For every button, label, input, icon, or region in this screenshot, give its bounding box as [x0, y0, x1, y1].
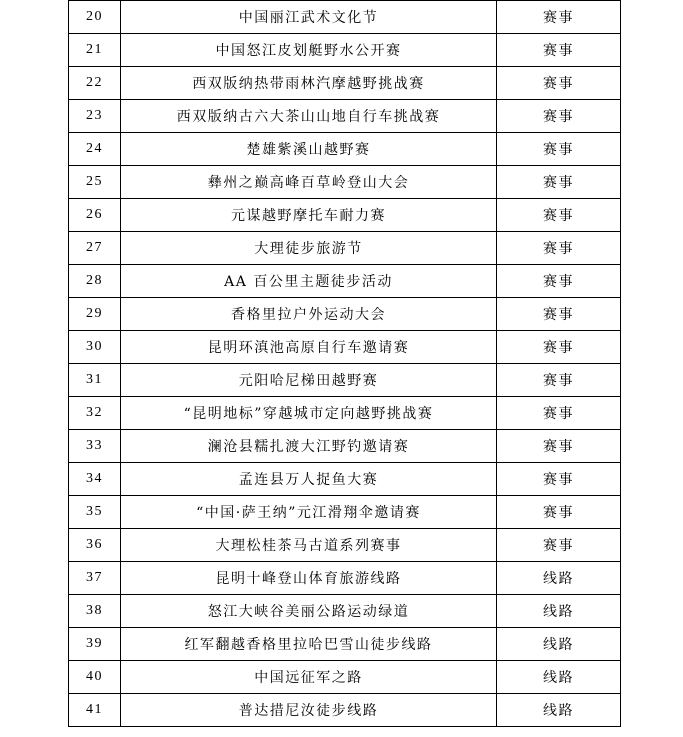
table-row [69, 100, 621, 133]
table-row [69, 694, 621, 727]
row-category: 赛事 [497, 67, 621, 100]
table-row [69, 397, 621, 430]
row-number: 24 [69, 133, 121, 166]
row-category: 赛事 [497, 331, 621, 364]
row-number: 31 [69, 364, 121, 397]
row-name: 大理徒步旅游节 [121, 232, 497, 265]
row-category: 赛事 [497, 496, 621, 529]
table-row [69, 133, 621, 166]
events-routes-table [68, 0, 621, 727]
row-name: 中国远征军之路 [121, 661, 497, 694]
row-category: 赛事 [497, 430, 621, 463]
row-name: 元谋越野摩托车耐力赛 [121, 199, 497, 232]
row-name: 怒江大峡谷美丽公路运动绿道 [121, 595, 497, 628]
row-name: 普达措尼汝徒步线路 [121, 694, 497, 727]
row-category: 赛事 [497, 529, 621, 562]
row-number: 35 [69, 496, 121, 529]
row-name: 彝州之巅高峰百草岭登山大会 [121, 166, 497, 199]
table-row [69, 562, 621, 595]
row-category: 线路 [497, 694, 621, 727]
table-row [69, 595, 621, 628]
row-number: 29 [69, 298, 121, 331]
row-number: 41 [69, 694, 121, 727]
row-number: 38 [69, 595, 121, 628]
table-row [69, 364, 621, 397]
row-name: AA 百公里主题徒步活动 [121, 265, 497, 298]
row-name: 中国丽江武术文化节 [121, 1, 497, 34]
row-name: 元阳哈尼梯田越野赛 [121, 364, 497, 397]
row-number: 20 [69, 1, 121, 34]
row-name: 昆明十峰登山体育旅游线路 [121, 562, 497, 595]
row-number: 22 [69, 67, 121, 100]
table-row [69, 166, 621, 199]
row-name: 中国怒江皮划艇野水公开赛 [121, 34, 497, 67]
row-category: 赛事 [497, 100, 621, 133]
table-row [69, 34, 621, 67]
row-category: 赛事 [497, 166, 621, 199]
table-row [69, 1, 621, 34]
table-row [69, 463, 621, 496]
table-row [69, 232, 621, 265]
row-category: 赛事 [497, 232, 621, 265]
row-category: 赛事 [497, 463, 621, 496]
row-name: 昆明环滇池高原自行车邀请赛 [121, 331, 497, 364]
row-name: “中国·萨王纳”元江滑翔伞邀请赛 [121, 496, 497, 529]
table-row [69, 628, 621, 661]
row-name: 西双版纳热带雨林汽摩越野挑战赛 [121, 67, 497, 100]
row-name: 西双版纳古六大茶山山地自行车挑战赛 [121, 100, 497, 133]
row-number: 26 [69, 199, 121, 232]
row-name: 澜沧县糯扎渡大江野钓邀请赛 [121, 430, 497, 463]
row-category: 线路 [497, 661, 621, 694]
row-number: 37 [69, 562, 121, 595]
row-category: 赛事 [497, 298, 621, 331]
table-row [69, 661, 621, 694]
table-row [69, 298, 621, 331]
row-number: 27 [69, 232, 121, 265]
row-category: 线路 [497, 562, 621, 595]
row-number: 28 [69, 265, 121, 298]
row-name: 大理松桂茶马古道系列赛事 [121, 529, 497, 562]
row-number: 36 [69, 529, 121, 562]
row-category: 线路 [497, 628, 621, 661]
row-category: 赛事 [497, 364, 621, 397]
row-name: 红军翻越香格里拉哈巴雪山徒步线路 [121, 628, 497, 661]
row-category: 赛事 [497, 397, 621, 430]
row-number: 33 [69, 430, 121, 463]
table-row [69, 265, 621, 298]
table-row [69, 529, 621, 562]
row-number: 30 [69, 331, 121, 364]
row-name: 楚雄紫溪山越野赛 [121, 133, 497, 166]
table-row [69, 496, 621, 529]
row-category: 线路 [497, 595, 621, 628]
row-number: 39 [69, 628, 121, 661]
row-number: 25 [69, 166, 121, 199]
table-row [69, 331, 621, 364]
row-category: 赛事 [497, 34, 621, 67]
row-category: 赛事 [497, 199, 621, 232]
row-category: 赛事 [497, 265, 621, 298]
row-number: 34 [69, 463, 121, 496]
table-row [69, 199, 621, 232]
row-name: 香格里拉户外运动大会 [121, 298, 497, 331]
table-row [69, 430, 621, 463]
table-body [69, 1, 621, 727]
row-number: 23 [69, 100, 121, 133]
row-number: 40 [69, 661, 121, 694]
row-number: 21 [69, 34, 121, 67]
row-name: “昆明地标”穿越城市定向越野挑战赛 [121, 397, 497, 430]
row-category: 赛事 [497, 1, 621, 34]
row-number: 32 [69, 397, 121, 430]
row-name: 孟连县万人捉鱼大赛 [121, 463, 497, 496]
row-category: 赛事 [497, 133, 621, 166]
table-row [69, 67, 621, 100]
